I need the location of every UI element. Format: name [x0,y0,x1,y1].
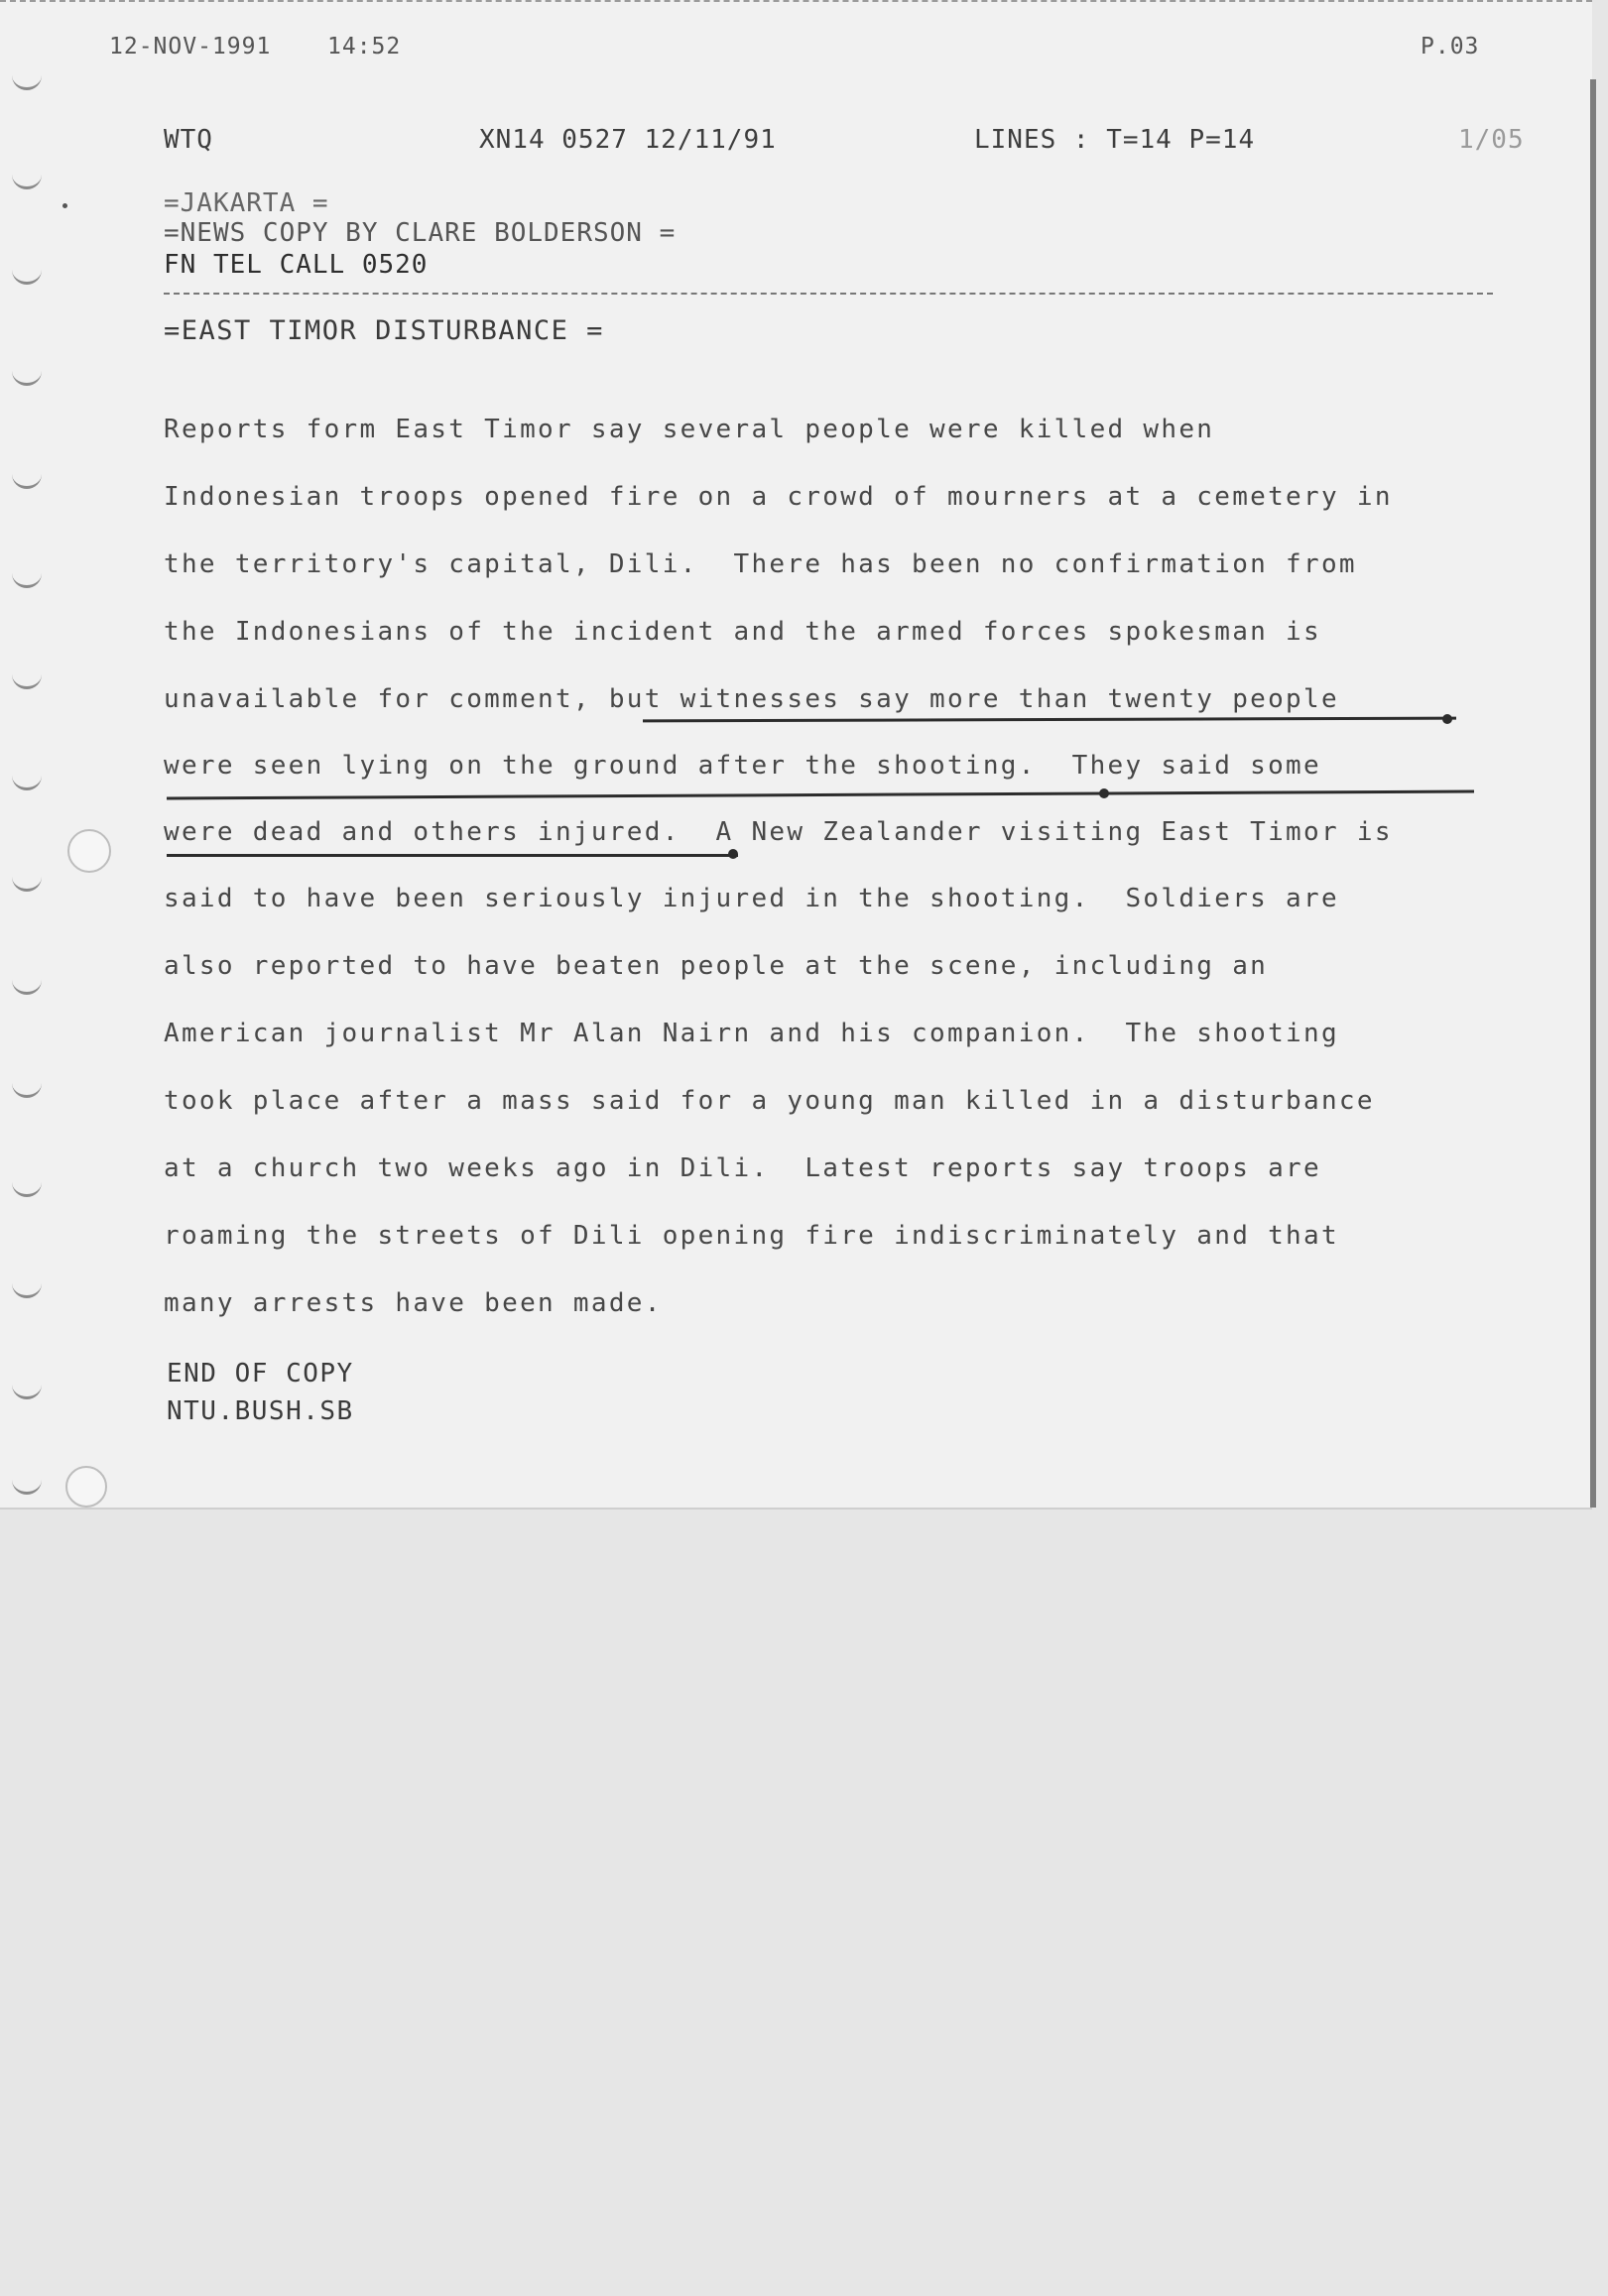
body-line: were dead and others injured. A New Zealander visiting East Timor is [164,817,1393,847]
body-line: at a church two weeks ago in Dili. Latest reports say troops are [164,1153,1321,1183]
punch-hole [65,1466,107,1508]
fax-page-number: P.03 [1421,34,1480,60]
ink-dot [62,203,67,208]
dateline: =JAKARTA = [164,188,329,218]
body-line: the Indonesians of the incident and the armed forces spokesman is [164,617,1321,647]
routing-code: NTU.BUSH.SB [167,1396,354,1426]
body-line: the territory's capital, Dili. There has been no confirmation from [164,549,1357,579]
body-line: Indonesian troops opened fire on a crowd of mourners at a cemetery in [164,482,1393,512]
underline-endpoint [1099,788,1109,798]
body-line: unavailable for comment, but witnesses say more than twenty people [164,684,1339,714]
body-line: many arrests have been made. [164,1288,663,1318]
body-line: American journalist Mr Alan Nairn and his companion. The shooting [164,1019,1339,1048]
body-line: also reported to have beaten people at the scene, including an [164,951,1269,981]
perforation-edge [0,0,1592,5]
wire-line-count: LINES : T=14 P=14 [974,125,1256,155]
punch-hole [67,829,111,873]
end-of-copy: END OF COPY [167,1359,354,1389]
fax-time: 14:52 [327,34,402,60]
story-headline: =EAST TIMOR DISTURBANCE = [164,315,604,346]
body-line: Reports form East Timor say several people were killed when [164,415,1215,444]
page-edge-shadow [1590,79,1596,1508]
body-line: roaming the streets of Dili opening fire indiscriminately and that [164,1221,1339,1251]
byline: =NEWS COPY BY CLARE BOLDERSON = [164,218,677,248]
separator-rule [164,293,1493,295]
underline-endpoint [1442,714,1452,724]
wire-reference: XN14 0527 12/11/91 [479,125,777,155]
handwritten-underline [167,854,738,857]
fax-date: 12-NOV-1991 [109,34,272,60]
wire-extra-code: 1/05 [1458,125,1525,155]
body-line: took place after a mass said for a young man killed in a disturbance [164,1086,1375,1116]
tel-call: FN TEL CALL 0520 [164,250,429,280]
underline-endpoint [728,849,738,859]
wire-code: WTQ [164,125,213,155]
body-line: were seen lying on the ground after the shooting. They said some [164,751,1321,781]
body-line: said to have been seriously injured in the shooting. Soldiers are [164,884,1339,913]
